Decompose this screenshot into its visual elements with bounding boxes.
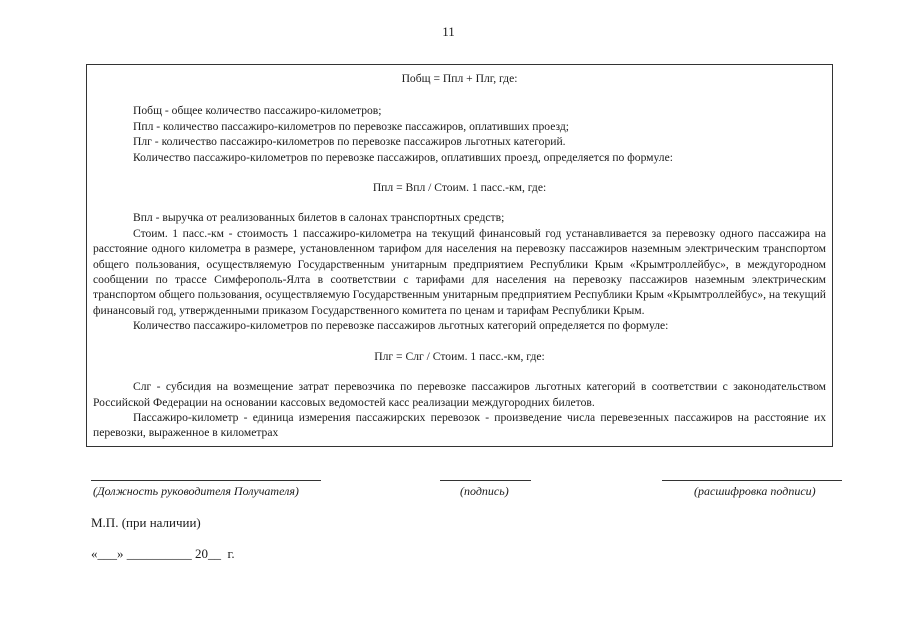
signature-line bbox=[440, 480, 531, 481]
intro-privileged: Количество пассажиро-километров по перевозке пассажиров льготных категорий определяется по формуле: bbox=[133, 319, 669, 333]
stamp-note: М.П. (при наличии) bbox=[91, 515, 201, 530]
position-signature-line bbox=[91, 480, 321, 481]
formula-total: Побщ = Ппл + Плг, где: bbox=[401, 72, 518, 85]
formula-privileged: Плг = Слг / Стоим. 1 пасс.-км, где: bbox=[374, 349, 545, 363]
formula-frame bbox=[86, 64, 833, 447]
definition-paid: Ппл - количество пассажиро-километров по перевозке пассажиров, оплативших проезд; bbox=[133, 119, 570, 133]
formula-paid: Ппл = Впл / Стоим. 1 пасс.-км, где: bbox=[372, 181, 547, 195]
intro-paid: Количество пассажиро-километров по перевозке пассажиров, оплативших проезд, определяется по формуле: bbox=[133, 150, 673, 164]
decoding-label: (расшифровка подписи) bbox=[694, 484, 816, 498]
signature-label: (подпись) bbox=[460, 484, 509, 498]
definition-cost: Стоим. 1 пасс.-км - стоимость 1 пассажиро-километра на текущий финансовый год устанавливается за перевозку одного пассажира на расстояние одного километра в размере, установленном тарифом для населения на перевозку пассажиров наземным электрическим транспортом общего пользования, осуществляемую Государственным унитарным предприятием Республики Крым «Крымтроллейбус», в междугородном сообщении по трассе Симферополь-Ялта в соответствии с тарифами для населения на перевозку пассажиров наземным электрическим транспортом общего пользования, осуществляемую Государственным унитарным предприятием Республики Крым «Крымтроллейбус», на текущий финансовый год, утвержденными приказом Государственного комитета по ценам и тарифам Республики Крым. bbox=[93, 226, 826, 317]
date-line: «___» __________ 20__ г. bbox=[91, 546, 235, 561]
page-number: 11 bbox=[442, 24, 455, 39]
definition-total: Побщ - общее количество пассажиро-километров; bbox=[133, 104, 382, 118]
definition-privileged: Плг - количество пассажиро-километров по перевозке пассажиров льготных категорий. bbox=[133, 135, 566, 149]
definition-revenue: Впл - выручка от реализованных билетов в салонах транспортных средств; bbox=[133, 211, 505, 225]
position-label: (Должность руководителя Получателя) bbox=[93, 484, 299, 498]
definition-passenger-km: Пассажиро-километр - единица измерения пассажирских перевозок - произведение числа перевезенных пассажиров на расстояние их перевозки, выраженное в километрах bbox=[93, 410, 826, 440]
decoding-signature-line bbox=[662, 480, 842, 481]
definition-subsidy: Слг - субсидия на возмещение затрат перевозчика по перевозке пассажиров льготных категорий в соответствии с законодательством Российской Федерации на основании кассовых ведомостей касс реализации междугородних билетов. bbox=[93, 380, 826, 409]
